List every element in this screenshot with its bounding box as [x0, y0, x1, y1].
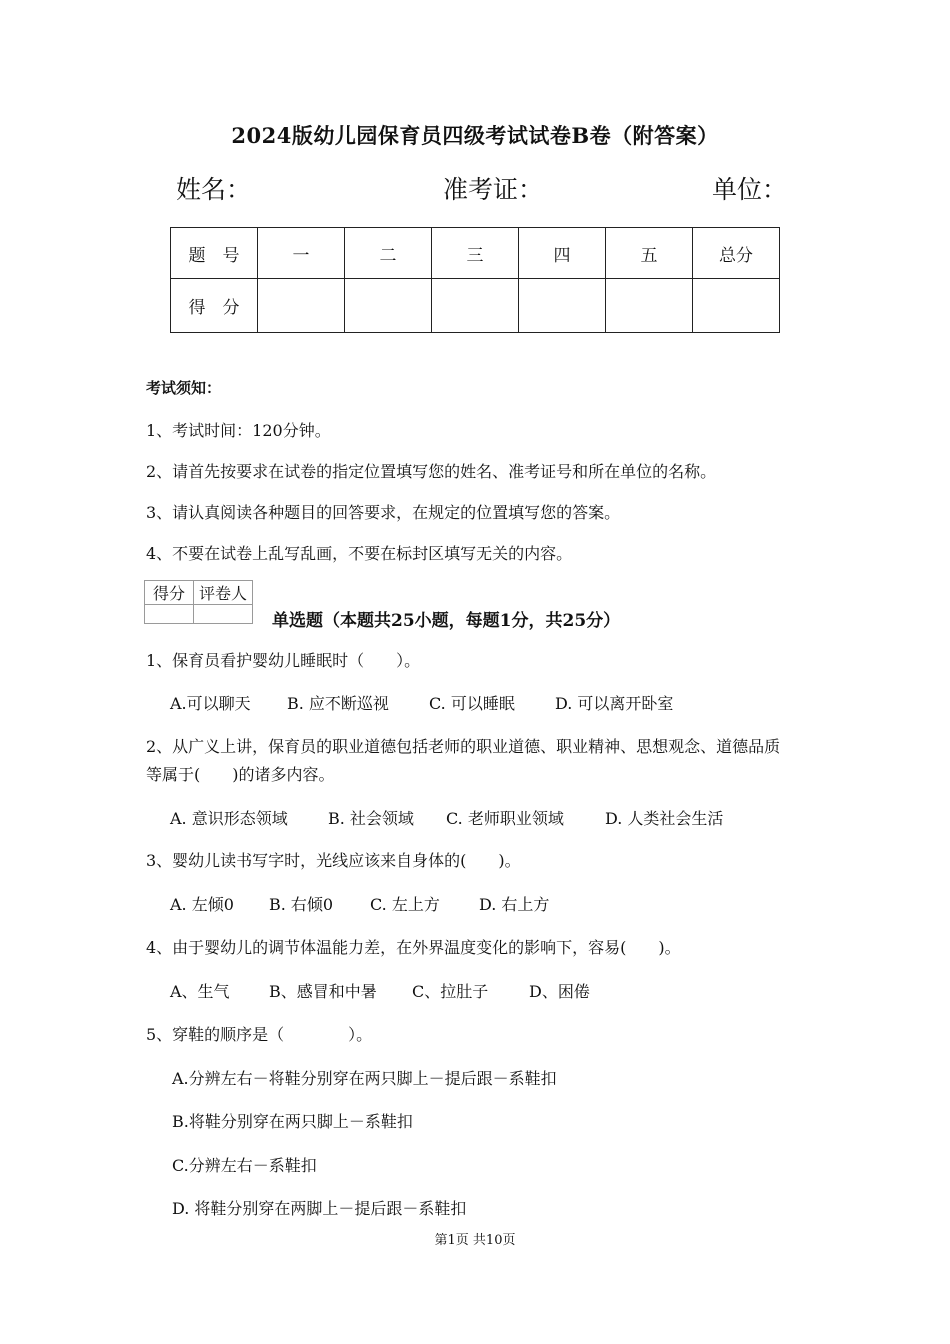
- option-b: B. 应不断巡视: [287, 694, 389, 713]
- score-entry-cell[interactable]: [345, 279, 432, 333]
- score-table-header-row: [171, 228, 780, 279]
- score-table-score-row: [171, 279, 780, 333]
- score-header-cell: 三: [432, 228, 519, 279]
- score-header-cell: 五: [606, 228, 693, 279]
- option-c: C. 左上方: [370, 895, 440, 914]
- exam-number-label: 准考证：: [443, 175, 544, 204]
- score-row-label: 得 分: [171, 279, 258, 333]
- option-a: A. 意识形态领域: [170, 809, 288, 828]
- question-stem: 2、从广义上讲，保育员的职业道德包括老师的职业道德、职业精神、思想观念、道德品质: [146, 737, 781, 756]
- score-header-cell: 一: [258, 228, 345, 279]
- score-header-cell: 二: [345, 228, 432, 279]
- name-label: 姓名：: [176, 175, 252, 204]
- score-entry-cell[interactable]: [693, 279, 780, 333]
- option-b: B. 右倾0: [269, 895, 334, 914]
- score-table: [170, 227, 780, 333]
- option-a: A.分辨左右－将鞋分别穿在两只脚上－提后跟－系鞋扣: [172, 1069, 557, 1088]
- unit-label: 单位：: [712, 175, 788, 204]
- exam-title: 2024版幼儿园保育员四级考试试卷B卷（附答案）: [231, 123, 719, 148]
- question-stem-continued: 等属于( )的诸多内容。: [146, 765, 335, 784]
- option-c: C.分辨左右－系鞋扣: [172, 1156, 317, 1175]
- score-entry-cell[interactable]: [519, 279, 606, 333]
- option-c: C. 可以睡眠: [429, 694, 515, 713]
- option-b: B.将鞋分别穿在两只脚上－系鞋扣: [172, 1112, 413, 1131]
- option-b: B. 社会领域: [328, 809, 414, 828]
- grader-name-cell[interactable]: [194, 605, 253, 624]
- score-header-cell: 总分: [693, 228, 780, 279]
- question-stem: 3、婴幼儿读书写字时，光线应该来自身体的( )。: [146, 851, 521, 870]
- notice-item: 3、请认真阅读各种题目的回答要求，在规定的位置填写您的答案。: [146, 503, 621, 522]
- option-a: A、生气: [170, 982, 230, 1001]
- option-d: D. 右上方: [479, 895, 550, 914]
- option-c: C. 老师职业领域: [446, 809, 564, 828]
- option-a: A. 左倾0: [170, 895, 234, 914]
- option-d: D. 可以离开卧室: [555, 694, 674, 713]
- score-entry-cell[interactable]: [606, 279, 693, 333]
- section-title: 单选题（本题共25小题，每题1分，共25分）: [272, 611, 621, 631]
- option-d: D. 将鞋分别穿在两脚上－提后跟－系鞋扣: [172, 1199, 467, 1218]
- option-b: B、感冒和中暑: [269, 982, 377, 1001]
- notice-item: 2、请首先按要求在试卷的指定位置填写您的姓名、准考证号和所在单位的名称。: [146, 462, 717, 481]
- grader-box: [144, 580, 253, 624]
- option-a: A.可以聊天: [170, 694, 251, 713]
- option-d: D、困倦: [529, 982, 590, 1001]
- question-stem: 5、穿鞋的顺序是（ ）。: [146, 1025, 373, 1044]
- notice-item: 1、考试时间：120分钟。: [146, 421, 331, 440]
- grader-name-label: 评卷人: [194, 581, 253, 605]
- option-c: C、拉肚子: [412, 982, 489, 1001]
- question-stem: 4、由于婴幼儿的调节体温能力差，在外界温度变化的影响下，容易( )。: [146, 938, 681, 957]
- score-entry-cell[interactable]: [258, 279, 345, 333]
- option-d: D. 人类社会生活: [605, 809, 724, 828]
- score-header-cell: 四: [519, 228, 606, 279]
- score-entry-cell[interactable]: [432, 279, 519, 333]
- notice-heading: 考试须知：: [146, 379, 222, 397]
- score-header-cell: 题 号: [171, 228, 258, 279]
- page-footer: 第1页 共10页: [434, 1233, 516, 1248]
- grader-score-label: 得分: [145, 581, 194, 605]
- grader-score-cell[interactable]: [145, 605, 194, 624]
- question-stem: 1、保育员看护婴幼儿睡眠时（ ）。: [146, 651, 421, 670]
- notice-item: 4、不要在试卷上乱写乱画，不要在标封区填写无关的内容。: [146, 544, 573, 563]
